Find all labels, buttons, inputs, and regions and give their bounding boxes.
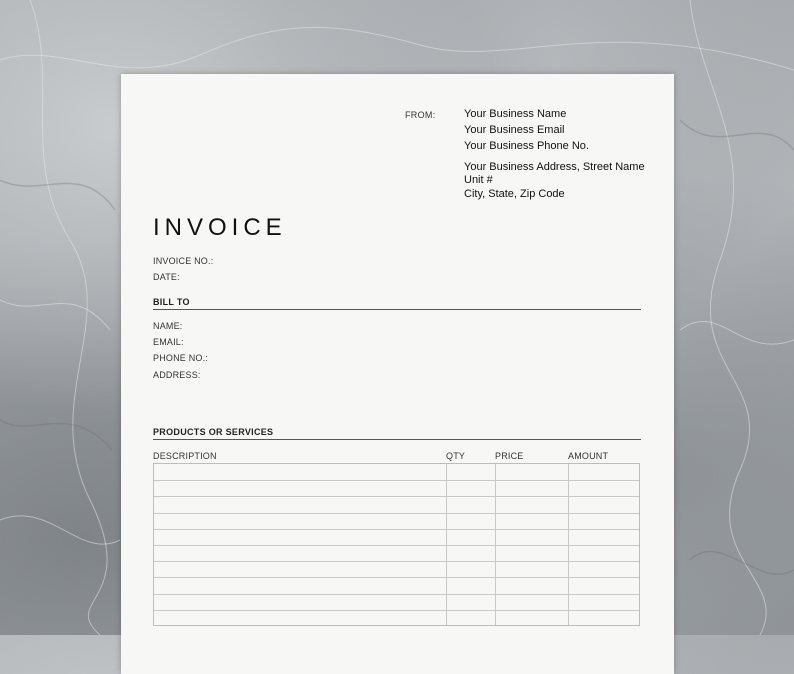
- table-row-divider: [154, 594, 639, 595]
- bill-to-heading: BILL TO: [153, 297, 190, 307]
- business-email: Your Business Email: [464, 124, 565, 136]
- from-label: FROM:: [405, 110, 436, 120]
- business-unit: Unit #: [464, 174, 493, 186]
- table-row-divider: [154, 496, 639, 497]
- products-rule: [153, 439, 641, 440]
- bill-to-address-label: ADDRESS:: [153, 370, 201, 380]
- bill-to-email-label: EMAIL:: [153, 337, 184, 347]
- products-heading: PRODUCTS OR SERVICES: [153, 427, 274, 437]
- table-row-divider: [154, 561, 639, 562]
- column-header-price: PRICE: [495, 451, 524, 461]
- business-name: Your Business Name: [464, 108, 567, 120]
- date-label: DATE:: [153, 272, 180, 282]
- table-row-divider: [154, 513, 639, 514]
- table-row-divider: [154, 577, 639, 578]
- table-row-divider: [154, 529, 639, 530]
- bill-to-phone-label: PHONE NO.:: [153, 353, 209, 363]
- products-table: [153, 463, 640, 626]
- column-header-amount: AMOUNT: [568, 451, 609, 461]
- table-row-divider: [154, 545, 639, 546]
- column-header-qty: QTY: [446, 451, 466, 461]
- invoice-number-label: INVOICE NO.:: [153, 256, 214, 266]
- table-row-divider: [154, 610, 639, 611]
- invoice-title: INVOICE: [153, 214, 287, 241]
- bill-to-rule: [153, 309, 641, 310]
- column-header-description: DESCRIPTION: [153, 451, 217, 461]
- business-city: City, State, Zip Code: [464, 188, 565, 200]
- bill-to-name-label: NAME:: [153, 321, 183, 331]
- business-phone: Your Business Phone No.: [464, 140, 589, 152]
- business-address: Your Business Address, Street Name: [464, 161, 645, 173]
- table-row-divider: [154, 480, 639, 481]
- invoice-sheet: [121, 74, 674, 674]
